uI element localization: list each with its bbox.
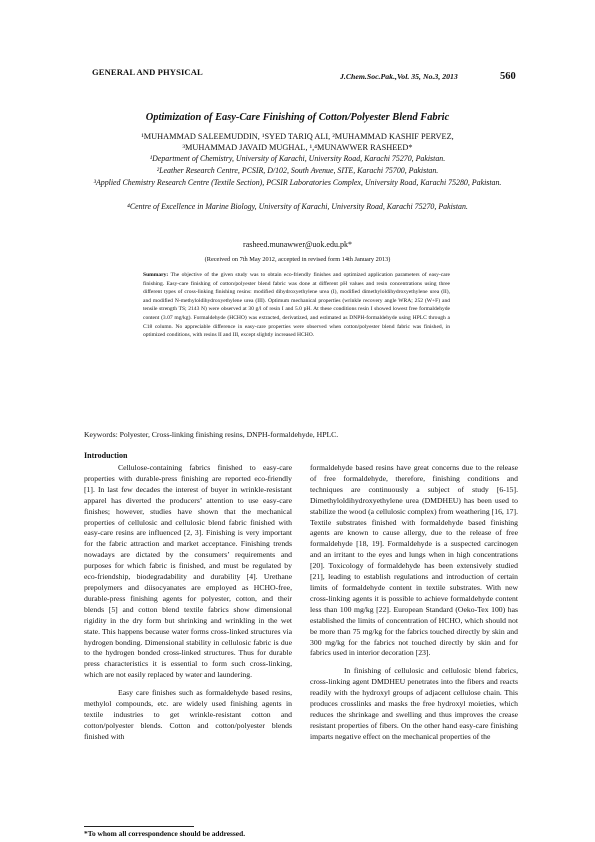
paragraph: formaldehyde based resins have great concerns due to the release of free formaldehyde, therefore, finishing conditions and techniques are continuously a subject of study [6-15]. Dimethyloldihydroxyethylene urea (DMDHEU) has been used to stabilize the wood (a cellulosic complex) from weathering [16, 17]. Textile substrates finished with formaldehyde based finishing agents are known to cause allergy, due to the release of free formaldehyde [18, 19]. Formaldehyde is a suspected carcinogen and an irritant to the eyes and lungs when in high concentrations [20]. Toxicology of formaldehyde has been extensively studied [21], leading to establish regulations and introduction of certain limits of formaldehyde content in textile substrates. With new cross-linking agents it is possible to achieve formaldehyde content less than 100 mg/kg [22]. European Standard (Oeko-Tex 100) has established the limits of concentration of HCHO, which should not be more than 75 mg/kg for the fabrics touched directly by skin and 300 mg/kg for the fabrics not touched directly by skin and for fabrics used in interior decoration [23]. [310, 463, 518, 658]
abstract-label: Summary: [143, 272, 169, 278]
abstract-text: The objective of the given study was to obtain eco-friendly finishes and optimized application parameters of easy-care finishing. Easy-care finishing of cotton/polyester blend fabric was done at different pH values and resin concentrations using three different types of cross-linking finishing resins: modified dihydroxyethylene urea (I), modified dimethyloldihydroxyethylene urea (II), and modified N-methyloldihydroxyethylene urea (III). Optimum mechanical properties (wrinkle recovery angle WRA; 252 (W+F) and tensile strength TS; 2143 N) were observed at 30 g/l of resin I and 5.0 pH. At these conditions resin I showed lowest free formaldehyde content (3.07 mg/kg). Formaldehyde (HCHO) was extracted, derivatized, and estimated as DNPH-formaldehyde using HPLC through a C18 column. No appreciable difference in easy-care properties were observed when cotton/polyester blend fabric was finished, in optimized conditions, with resins II and III, except slightly increased HCHO. [143, 272, 450, 339]
footnote: *To whom all correspondence should be addressed. [84, 829, 246, 838]
authors-line-1: ¹MUHAMMAD SALEEMUDDIN, ¹SYED TARIQ ALI, ²MUHAMMAD KASHIF PERVEZ, [141, 132, 454, 141]
affiliation-3: ³Applied Chemistry Research Centre (Textile Section), PCSIR Laboratories Complex, University Road, Karachi 75280, Pakistan. [93, 178, 502, 187]
introduction-heading: Introduction [84, 451, 128, 460]
paragraph: Cellulose-containing fabrics finished to easy-care properties with durable-press finishing are reported eco-friendly [1]. In last few decades the interest of buyer in wrinkle-resistant apparel has diverted the producers’ attention to use easy-care finishes; however, studies have shown that the mechanical properties of cellulosic and cellulosic blend fabric finished with easy-care resins are influenced [2, 3]. Finishing is very important for the fabric attraction and market acceptance. Finishing trends nowadays are dictated by the consumers’ requirements and purposes for which fabric is finished, and must be regulated by eco-friendship, biodegradability and durability [4]. Urethane prepolymers and diisocyanates are employed as HCHO-free, durable-press finishing agents for polyester, cotton, and their blends [5] and cotton blend textile fabrics show dimensional rigidity in the dry form but shrinking and wrinkling in the wet state. This happens because water forms cross-linked structures via hydrogen bonding. Dimensional stability in cellulosic fabric is due to the hydrogen bonded cross-linked structures. Thus for durable press characteristics it is essential to form such cross-linking, which are not easily replaced by water and laundering. [84, 463, 292, 680]
authors-line-2: ³MUHAMMAD JAVAID MUGHAL, ¹,⁴MUNAWWER RASHEED* [182, 143, 413, 153]
affiliation-1: ¹Department of Chemistry, University of Karachi, University Road, Karachi 75270, Pakistan. [149, 154, 446, 163]
keywords: Keywords: Polyester, Cross-linking finishing resins, DNPH-formaldehyde, HPLC. [84, 430, 339, 439]
abstract [143, 271, 450, 340]
affiliation-2: ²Leather Research Centre, PCSIR, D/102, South Avenue, SITE, Karachi 75700, Pakistan. [156, 166, 439, 175]
page-number: 560 [500, 71, 516, 82]
corresponding-email: rasheed.munawwer@uok.edu.pk* [243, 240, 352, 249]
paragraph: Easy care finishes such as formaldehyde based resins, methylol compounds, etc. are widely used finishing agents in textile industries to get wrinkle-resistant cotton and cotton/polyester blends. Cotton and cotton/polyester blends finished with [84, 688, 292, 741]
body-column-right [310, 463, 518, 743]
paragraph: In finishing of cellulosic and cellulosic blend fabrics, cross-linking agent DMDHEU penetrates into the fibers and reacts readily with the hydroxyl groups of adjacent cellulose chain. This produces crosslinks and masks the free hydroxyl moieties, which reduces the shrinkage and swelling and thus improves the crease resistant properties of fibers. On the other hand easy-care finishing imparts negative effect on the mechanical properties of the [310, 666, 518, 741]
paper-title: Optimization of Easy-Care Finishing of Cotton/Polyester Blend Fabric [145, 112, 450, 123]
author-list [92, 131, 503, 153]
affiliation-4: ⁴Centre of Excellence in Marine Biology, University of Karachi, University Road, Karachi 75270, Pakistan. [127, 202, 468, 211]
footnote-rule [84, 826, 194, 827]
received-dates: (Received on 7th May 2012, accepted in revised form 14th January 2013) [204, 256, 391, 263]
journal-citation: J.Chem.Soc.Pak.,Vol. 35, No.3, 2013 [340, 72, 458, 81]
section-heading: GENERAL AND PHYSICAL [92, 67, 203, 77]
body-column-left [84, 463, 292, 743]
